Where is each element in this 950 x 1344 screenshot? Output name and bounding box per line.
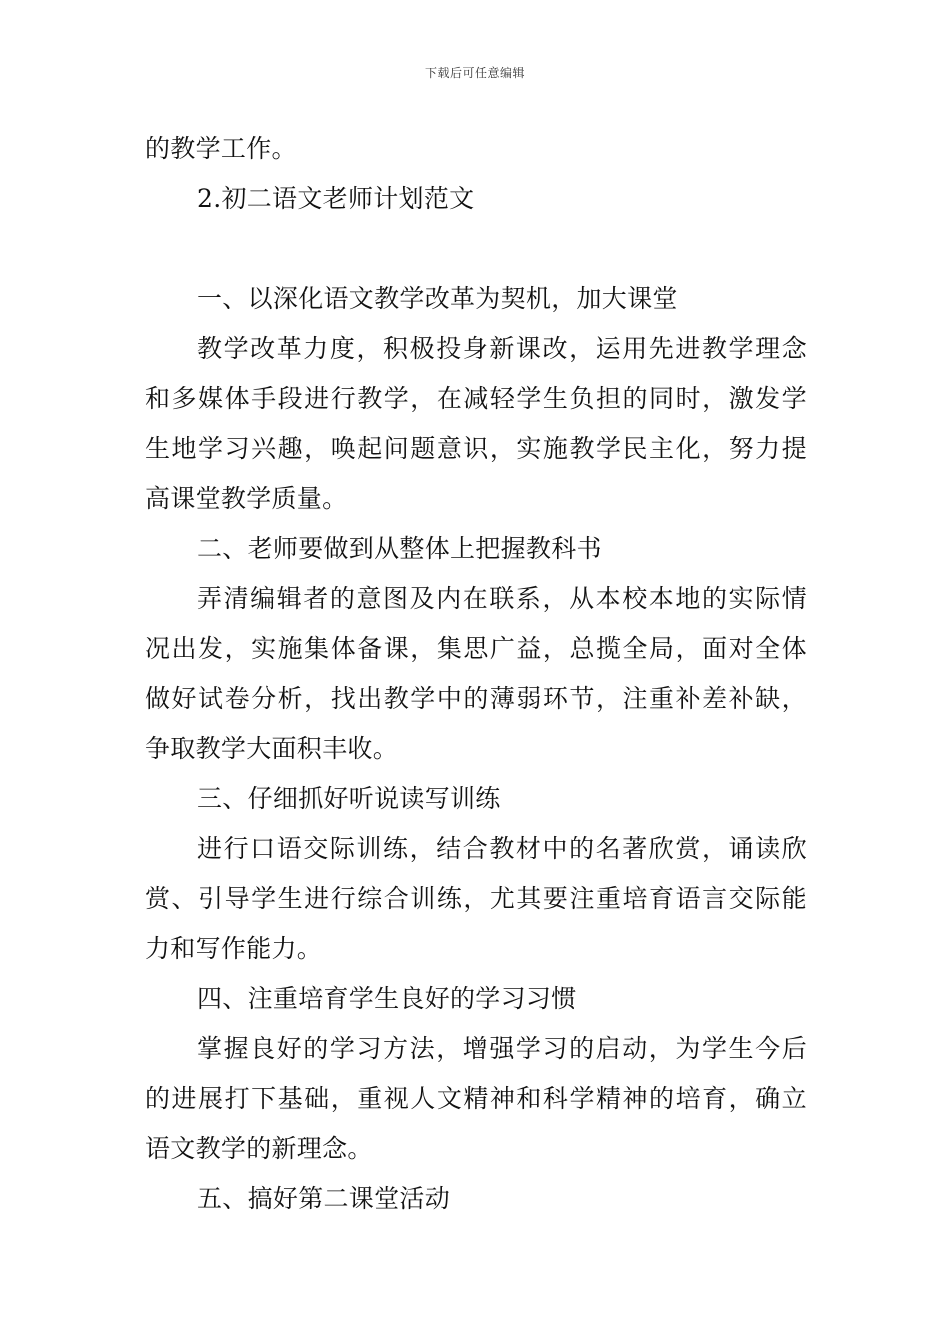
paragraph-line: 的进展打下基础，重视人文精神和科学精神的培育，确立 [145, 1084, 807, 1113]
section-heading: 2.初二语文老师计划范文 [197, 184, 475, 213]
section-heading: 五、搞好第二课堂活动 [197, 1184, 451, 1213]
section-heading: 一、以深化语文教学改革为契机，加大课堂 [197, 284, 678, 313]
paragraph-line: 语文教学的新理念。 [145, 1134, 373, 1163]
paragraph-line: 争取教学大面积丰收。 [145, 734, 399, 763]
paragraph-line: 赏、引导学生进行综合训练，尤其要注重培育语言交际能 [145, 884, 807, 913]
paragraph-line: 和多媒体手段进行教学，在减轻学生负担的同时，激发学 [145, 384, 807, 413]
paragraph-line: 掌握良好的学习方法，增强学习的启动，为学生今后 [197, 1034, 807, 1063]
paragraph-line: 生地学习兴趣，唤起问题意识，实施教学民主化，努力提 [145, 434, 807, 463]
page-header: 下载后可任意编辑 [424, 66, 525, 80]
paragraph-line: 进行口语交际训练，结合教材中的名著欣赏，诵读欣 [197, 834, 807, 863]
text-line: 的教学工作。 [145, 134, 297, 163]
paragraph-line: 弄清编辑者的意图及内在联系，从本校本地的实际情 [197, 584, 807, 613]
paragraph-line: 做好试卷分析，找出教学中的薄弱环节，注重补差补缺， [145, 684, 807, 713]
paragraph-line: 教学改革力度，积极投身新课改，运用先进教学理念 [197, 334, 807, 363]
section-heading: 二、老师要做到从整体上把握教科书 [197, 534, 602, 563]
section-heading: 三、仔细抓好听说读写训练 [197, 784, 501, 813]
blank-line [145, 224, 807, 274]
paragraph-line: 力和写作能力。 [145, 934, 323, 963]
paragraph-line: 高课堂教学质量。 [145, 484, 348, 513]
document-body [145, 124, 807, 1224]
paragraph-line: 况出发，实施集体备课，集思广益，总揽全局，面对全体 [145, 634, 807, 663]
section-heading: 四、注重培育学生良好的学习习惯 [197, 984, 577, 1013]
